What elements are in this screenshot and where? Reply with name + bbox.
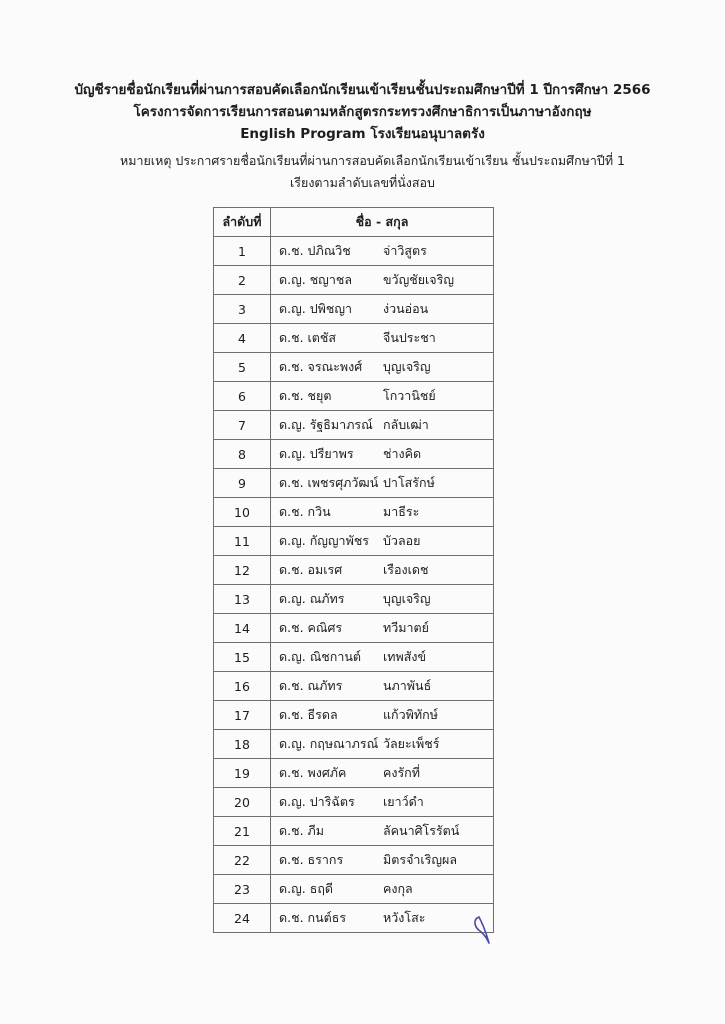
row-student-name	[271, 730, 494, 759]
row-order-number: 23	[214, 875, 271, 904]
student-last-name: เยาว์ดำ	[383, 794, 424, 809]
row-order-number: 4	[214, 324, 271, 353]
student-last-name: ง่วนอ่อน	[383, 301, 429, 316]
document-title-line-1: บัญชีรายชื่อนักเรียนที่ผ่านการสอบคัดเลือกนักเรียนเข้าเรียนชั้นประถมศึกษาปีที่ 1 ปีการศึกษา 2566	[74, 82, 651, 98]
column-header-name: ชื่อ - สกุล	[271, 208, 494, 237]
table-row	[214, 556, 494, 585]
row-student-name	[271, 904, 494, 933]
student-first-name: ด.ญ. ชญาชล	[279, 272, 352, 287]
table-row	[214, 469, 494, 498]
table-row	[214, 527, 494, 556]
row-student-name	[271, 556, 494, 585]
row-order-number: 1	[214, 237, 271, 266]
table-row	[214, 353, 494, 382]
student-first-name: ด.ช. เตชัส	[279, 330, 337, 345]
document-title-line-2: โครงการจัดการเรียนการสอนตามหลักสูตรกระทรวงศึกษาธิการเป็นภาษาอังกฤษ	[133, 104, 592, 120]
table-row	[214, 440, 494, 469]
signature-mark-icon	[471, 913, 495, 945]
row-student-name	[271, 237, 494, 266]
row-order-number: 19	[214, 759, 271, 788]
row-order-number: 20	[214, 788, 271, 817]
row-student-name	[271, 324, 494, 353]
table-row	[214, 295, 494, 324]
student-first-name: ด.ช. ปภิณวิช	[279, 243, 351, 258]
student-list-table	[213, 207, 494, 933]
row-student-name	[271, 846, 494, 875]
student-first-name: ด.ช. คณิศร	[279, 620, 343, 635]
student-last-name: โกวานิชย์	[383, 388, 436, 403]
student-last-name: ลัคนาศิโรรัตน์	[383, 823, 460, 838]
table-row	[214, 324, 494, 353]
table-row	[214, 759, 494, 788]
note-line-1: หมายเหตุ ประกาศรายชื่อนักเรียนที่ผ่านการสอบคัดเลือกนักเรียนเข้าเรียน ชั้นประถมศึกษาปีที่ 1	[119, 153, 625, 168]
row-order-number: 10	[214, 498, 271, 527]
row-order-number: 17	[214, 701, 271, 730]
student-first-name: ด.ญ. ปาริฉัตร	[279, 794, 355, 809]
table-header-row	[214, 208, 494, 237]
student-last-name: จีนประชา	[383, 330, 436, 345]
row-student-name	[271, 266, 494, 295]
student-first-name: ด.ญ. ปรียาพร	[279, 446, 354, 461]
student-first-name: ด.ช. พงศภัค	[279, 765, 347, 780]
row-order-number: 22	[214, 846, 271, 875]
row-student-name	[271, 788, 494, 817]
row-order-number: 16	[214, 672, 271, 701]
row-student-name	[271, 440, 494, 469]
table-body	[214, 237, 494, 933]
student-last-name: บุญเจริญ	[383, 591, 431, 606]
student-first-name: ด.ญ. ณิชกานต์	[279, 649, 362, 664]
document-title-line-3: English Program โรงเรียนอนุบาลตรัง	[240, 126, 485, 142]
student-last-name: แก้วพิทักษ์	[383, 707, 438, 722]
table-row	[214, 788, 494, 817]
student-first-name: ด.ช. ภีม	[279, 823, 325, 838]
row-student-name	[271, 585, 494, 614]
student-first-name: ด.ญ. กฤษณาภรณ์	[279, 736, 379, 751]
student-first-name: ด.ญ. กัญญาพัชร	[279, 533, 370, 548]
student-first-name: ด.ญ. ณภัทร	[279, 591, 345, 606]
student-first-name: ด.ญ. ปพิชญา	[279, 301, 353, 316]
student-last-name: บัวลอย	[383, 533, 421, 548]
row-student-name	[271, 469, 494, 498]
student-last-name: หวังโสะ	[383, 910, 426, 925]
table-row	[214, 585, 494, 614]
table-row	[214, 237, 494, 266]
row-student-name	[271, 527, 494, 556]
row-student-name	[271, 353, 494, 382]
student-last-name: บุญเจริญ	[383, 359, 431, 374]
row-student-name	[271, 672, 494, 701]
row-order-number: 11	[214, 527, 271, 556]
table-row	[214, 672, 494, 701]
student-last-name: เรืองเดช	[383, 562, 429, 577]
table-row	[214, 643, 494, 672]
row-order-number: 14	[214, 614, 271, 643]
row-order-number: 12	[214, 556, 271, 585]
table-row	[214, 730, 494, 759]
table-row	[214, 382, 494, 411]
row-order-number: 21	[214, 817, 271, 846]
table-row	[214, 817, 494, 846]
row-order-number: 9	[214, 469, 271, 498]
row-student-name	[271, 614, 494, 643]
note-line-2: เรียงตามลำดับเลขที่นั่งสอบ	[290, 175, 435, 190]
row-student-name	[271, 295, 494, 324]
student-first-name: ด.ช. ณภัทร	[279, 678, 343, 693]
table-row	[214, 614, 494, 643]
student-last-name: คงกุล	[383, 881, 413, 896]
table-row	[214, 904, 494, 933]
student-first-name: ด.ช. กวิน	[279, 504, 331, 519]
row-order-number: 5	[214, 353, 271, 382]
row-order-number: 24	[214, 904, 271, 933]
student-first-name: ด.ญ. ธฤดี	[279, 881, 334, 896]
student-first-name: ด.ช. ธีรดล	[279, 707, 338, 722]
row-student-name	[271, 382, 494, 411]
student-first-name: ด.ช. ชยุต	[279, 388, 332, 403]
student-last-name: คงรักที่	[383, 765, 420, 780]
row-order-number: 6	[214, 382, 271, 411]
table-row	[214, 266, 494, 295]
row-order-number: 18	[214, 730, 271, 759]
row-order-number: 2	[214, 266, 271, 295]
row-student-name	[271, 817, 494, 846]
row-student-name	[271, 701, 494, 730]
student-last-name: กลับเฒ่า	[383, 417, 429, 432]
student-last-name: มิตรจำเริญผล	[383, 852, 458, 867]
student-last-name: เทพสังข์	[383, 649, 427, 664]
student-last-name: ปาโสรักษ์	[383, 475, 435, 490]
row-student-name	[271, 759, 494, 788]
student-last-name: วัลยะเพ็ชร์	[383, 736, 440, 751]
row-order-number: 3	[214, 295, 271, 324]
row-student-name	[271, 498, 494, 527]
row-student-name	[271, 411, 494, 440]
table-row	[214, 498, 494, 527]
row-order-number: 15	[214, 643, 271, 672]
row-order-number: 13	[214, 585, 271, 614]
student-first-name: ด.ช. อมเรศ	[279, 562, 343, 577]
table-row	[214, 701, 494, 730]
table-row	[214, 875, 494, 904]
student-last-name: นภาพันธ์	[383, 678, 432, 693]
row-order-number: 7	[214, 411, 271, 440]
table-row	[214, 846, 494, 875]
student-first-name: ด.ช. กนต์ธร	[279, 910, 347, 925]
student-first-name: ด.ช. จรณะพงศ์	[279, 359, 363, 374]
student-first-name: ด.ช. เพชรศุภวัฒน์	[279, 475, 379, 490]
row-student-name	[271, 643, 494, 672]
student-last-name: ขวัญชัยเจริญ	[383, 272, 454, 287]
student-first-name: ด.ช. ธรากร	[279, 852, 344, 867]
row-order-number: 8	[214, 440, 271, 469]
student-last-name: ทวีมาตย์	[383, 620, 429, 635]
student-last-name: มาธีระ	[383, 504, 420, 519]
table-row	[214, 411, 494, 440]
student-last-name: จ่าวิสูตร	[383, 243, 427, 258]
row-student-name	[271, 875, 494, 904]
student-first-name: ด.ญ. รัฐธิมาภรณ์	[279, 417, 373, 432]
student-last-name: ช่างคิด	[383, 446, 422, 461]
column-header-order: ลำดับที่	[214, 208, 271, 237]
